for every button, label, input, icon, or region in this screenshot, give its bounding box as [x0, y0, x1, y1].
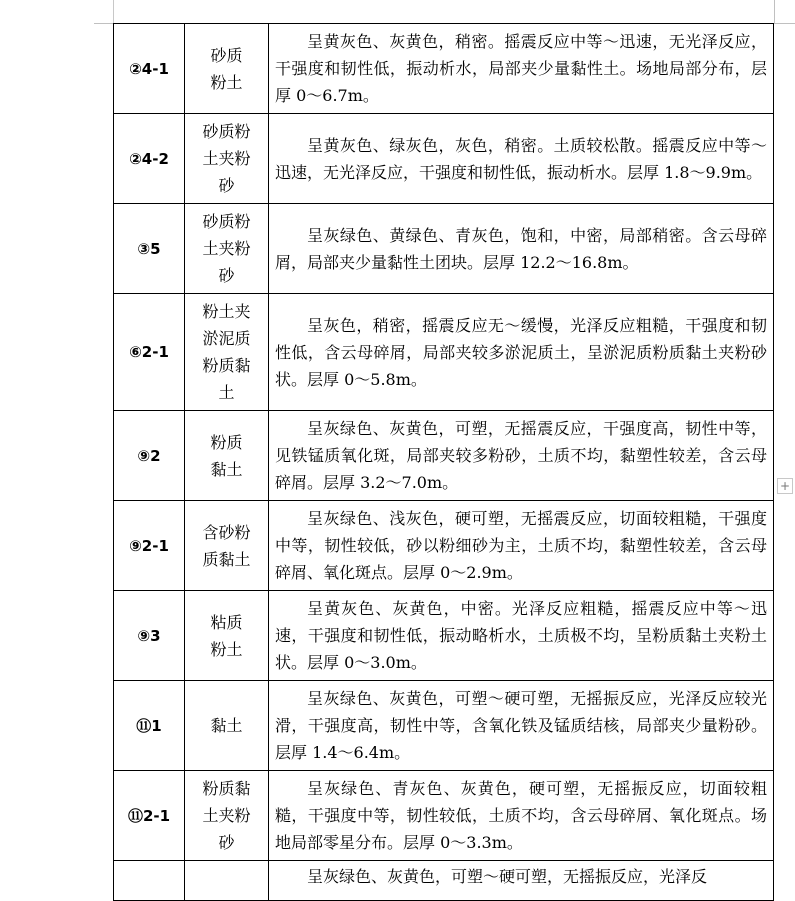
layer-code-cell: [114, 861, 185, 901]
layer-code-cell: ②4-2: [114, 114, 185, 204]
description-text: 呈灰色，稍密，摇震反应无～缓慢，光泽反应粗糙，干强度和韧性低，含云母碎屑，局部夹较多淤泥质土，呈淤泥质粉质黏土夹粉砂状。层厚 0～5.8m。: [275, 315, 767, 389]
description-cell: [269, 771, 774, 861]
layer-code-cell: ⑨3: [114, 591, 185, 681]
description-text: 呈灰绿色、灰黄色，可塑～硬可塑，无摇振反应，光泽反应较光滑，干强度高，韧性中等，含氧化铁及锰质结核，局部夹少量粉砂。层厚 1.4～6.4m。: [275, 689, 767, 762]
description-cell: [269, 681, 774, 771]
description-text: 呈黄灰色、灰黄色，稍密。摇震反应中等～迅速，无光泽反应，干强度和韧性低，振动析水，局部夹少量黏性土。场地局部分布，层厚 0～6.7m。: [275, 32, 767, 105]
layer-code-cell: ②4-1: [114, 24, 185, 114]
crop-mark-top-right-v: [774, 0, 775, 23]
description-text: 呈灰绿色、青灰色、灰黄色，硬可塑，无摇振反应，切面较粗糙，干强度中等，韧性较低，土质不均，含云母碎屑、氧化斑点。场地局部零星分布。层厚 0～3.3m。: [275, 779, 767, 852]
layer-code-cell: ⑨2-1: [114, 501, 185, 591]
layer-code-cell: ⑥2-1: [114, 294, 185, 411]
description-text: 呈灰绿色、浅灰色，硬可塑，无摇震反应，切面较粗糙，干强度中等，韧性较低，砂以粉细砂为主，土质不均，黏塑性较差，含云母碎屑、氧化斑点。层厚 0～2.9m。: [275, 509, 767, 582]
soil-name-cell: 黏土: [185, 681, 269, 771]
table-row: [114, 771, 774, 861]
description-cell: [269, 861, 774, 901]
soil-name-cell: 砂质粉 土夹粉 砂: [185, 204, 269, 294]
table-row: [114, 681, 774, 771]
description-cell: [269, 294, 774, 411]
table-row: [114, 861, 774, 901]
layer-code-cell: ⑪2-1: [114, 771, 185, 861]
description-cell: [269, 204, 774, 294]
table-row: [114, 24, 774, 114]
soil-name-cell: 砂质粉 土夹粉 砂: [185, 114, 269, 204]
soil-name-cell: 粉质黏 土夹粉 砂: [185, 771, 269, 861]
table-row: [114, 501, 774, 591]
description-cell: [269, 501, 774, 591]
description-text: 呈灰绿色、灰黄色，可塑～硬可塑，无摇振反应，光泽反: [307, 867, 708, 886]
soil-name-cell: 粘质 粉土: [185, 591, 269, 681]
table-row: [114, 114, 774, 204]
description-text: 呈灰绿色、灰黄色，可塑，无摇震反应，干强度高，韧性中等，见铁锰质氧化斑，局部夹较多粉砂，土质不均，黏塑性较差，含云母碎屑。层厚 3.2～7.0m。: [275, 419, 767, 492]
description-text: 呈黄灰色、灰黄色，中密。光泽反应粗糙，摇震反应中等～迅速，干强度和韧性低，振动略析水，土质极不均，呈粉质黏土夹粉土状。层厚 0～3.0m。: [275, 599, 767, 672]
crop-mark-top-left-h: [94, 23, 113, 24]
layer-code-cell: ③5: [114, 204, 185, 294]
table-row: [114, 591, 774, 681]
soil-name-cell: 含砂粉 质黏土: [185, 501, 269, 591]
table-row: [114, 294, 774, 411]
description-text: 呈灰绿色、黄绿色、青灰色，饱和，中密，局部稍密。含云母碎屑，局部夹少量黏性土团块。层厚 12.2～16.8m。: [275, 225, 767, 272]
description-cell: [269, 114, 774, 204]
soil-layer-table: [113, 23, 774, 901]
add-row-button[interactable]: +: [777, 478, 793, 494]
soil-name-cell: 砂质 粉土: [185, 24, 269, 114]
table-row: [114, 411, 774, 501]
description-cell: [269, 591, 774, 681]
crop-mark-top-right-h: [774, 23, 795, 24]
table-row: [114, 204, 774, 294]
soil-name-cell: [185, 861, 269, 901]
layer-code-cell: ⑪1: [114, 681, 185, 771]
description-cell: [269, 411, 774, 501]
soil-name-cell: 粉质 黏土: [185, 411, 269, 501]
soil-name-cell: 粉土夹 淤泥质 粉质黏 土: [185, 294, 269, 411]
description-text: 呈黄灰色、绿灰色，灰色，稍密。土质较松散。摇震反应中等～迅速，无光泽反应，干强度和韧性低，振动析水。层厚 1.8～9.9m。: [275, 135, 767, 182]
description-cell: [269, 24, 774, 114]
layer-code-cell: ⑨2: [114, 411, 185, 501]
